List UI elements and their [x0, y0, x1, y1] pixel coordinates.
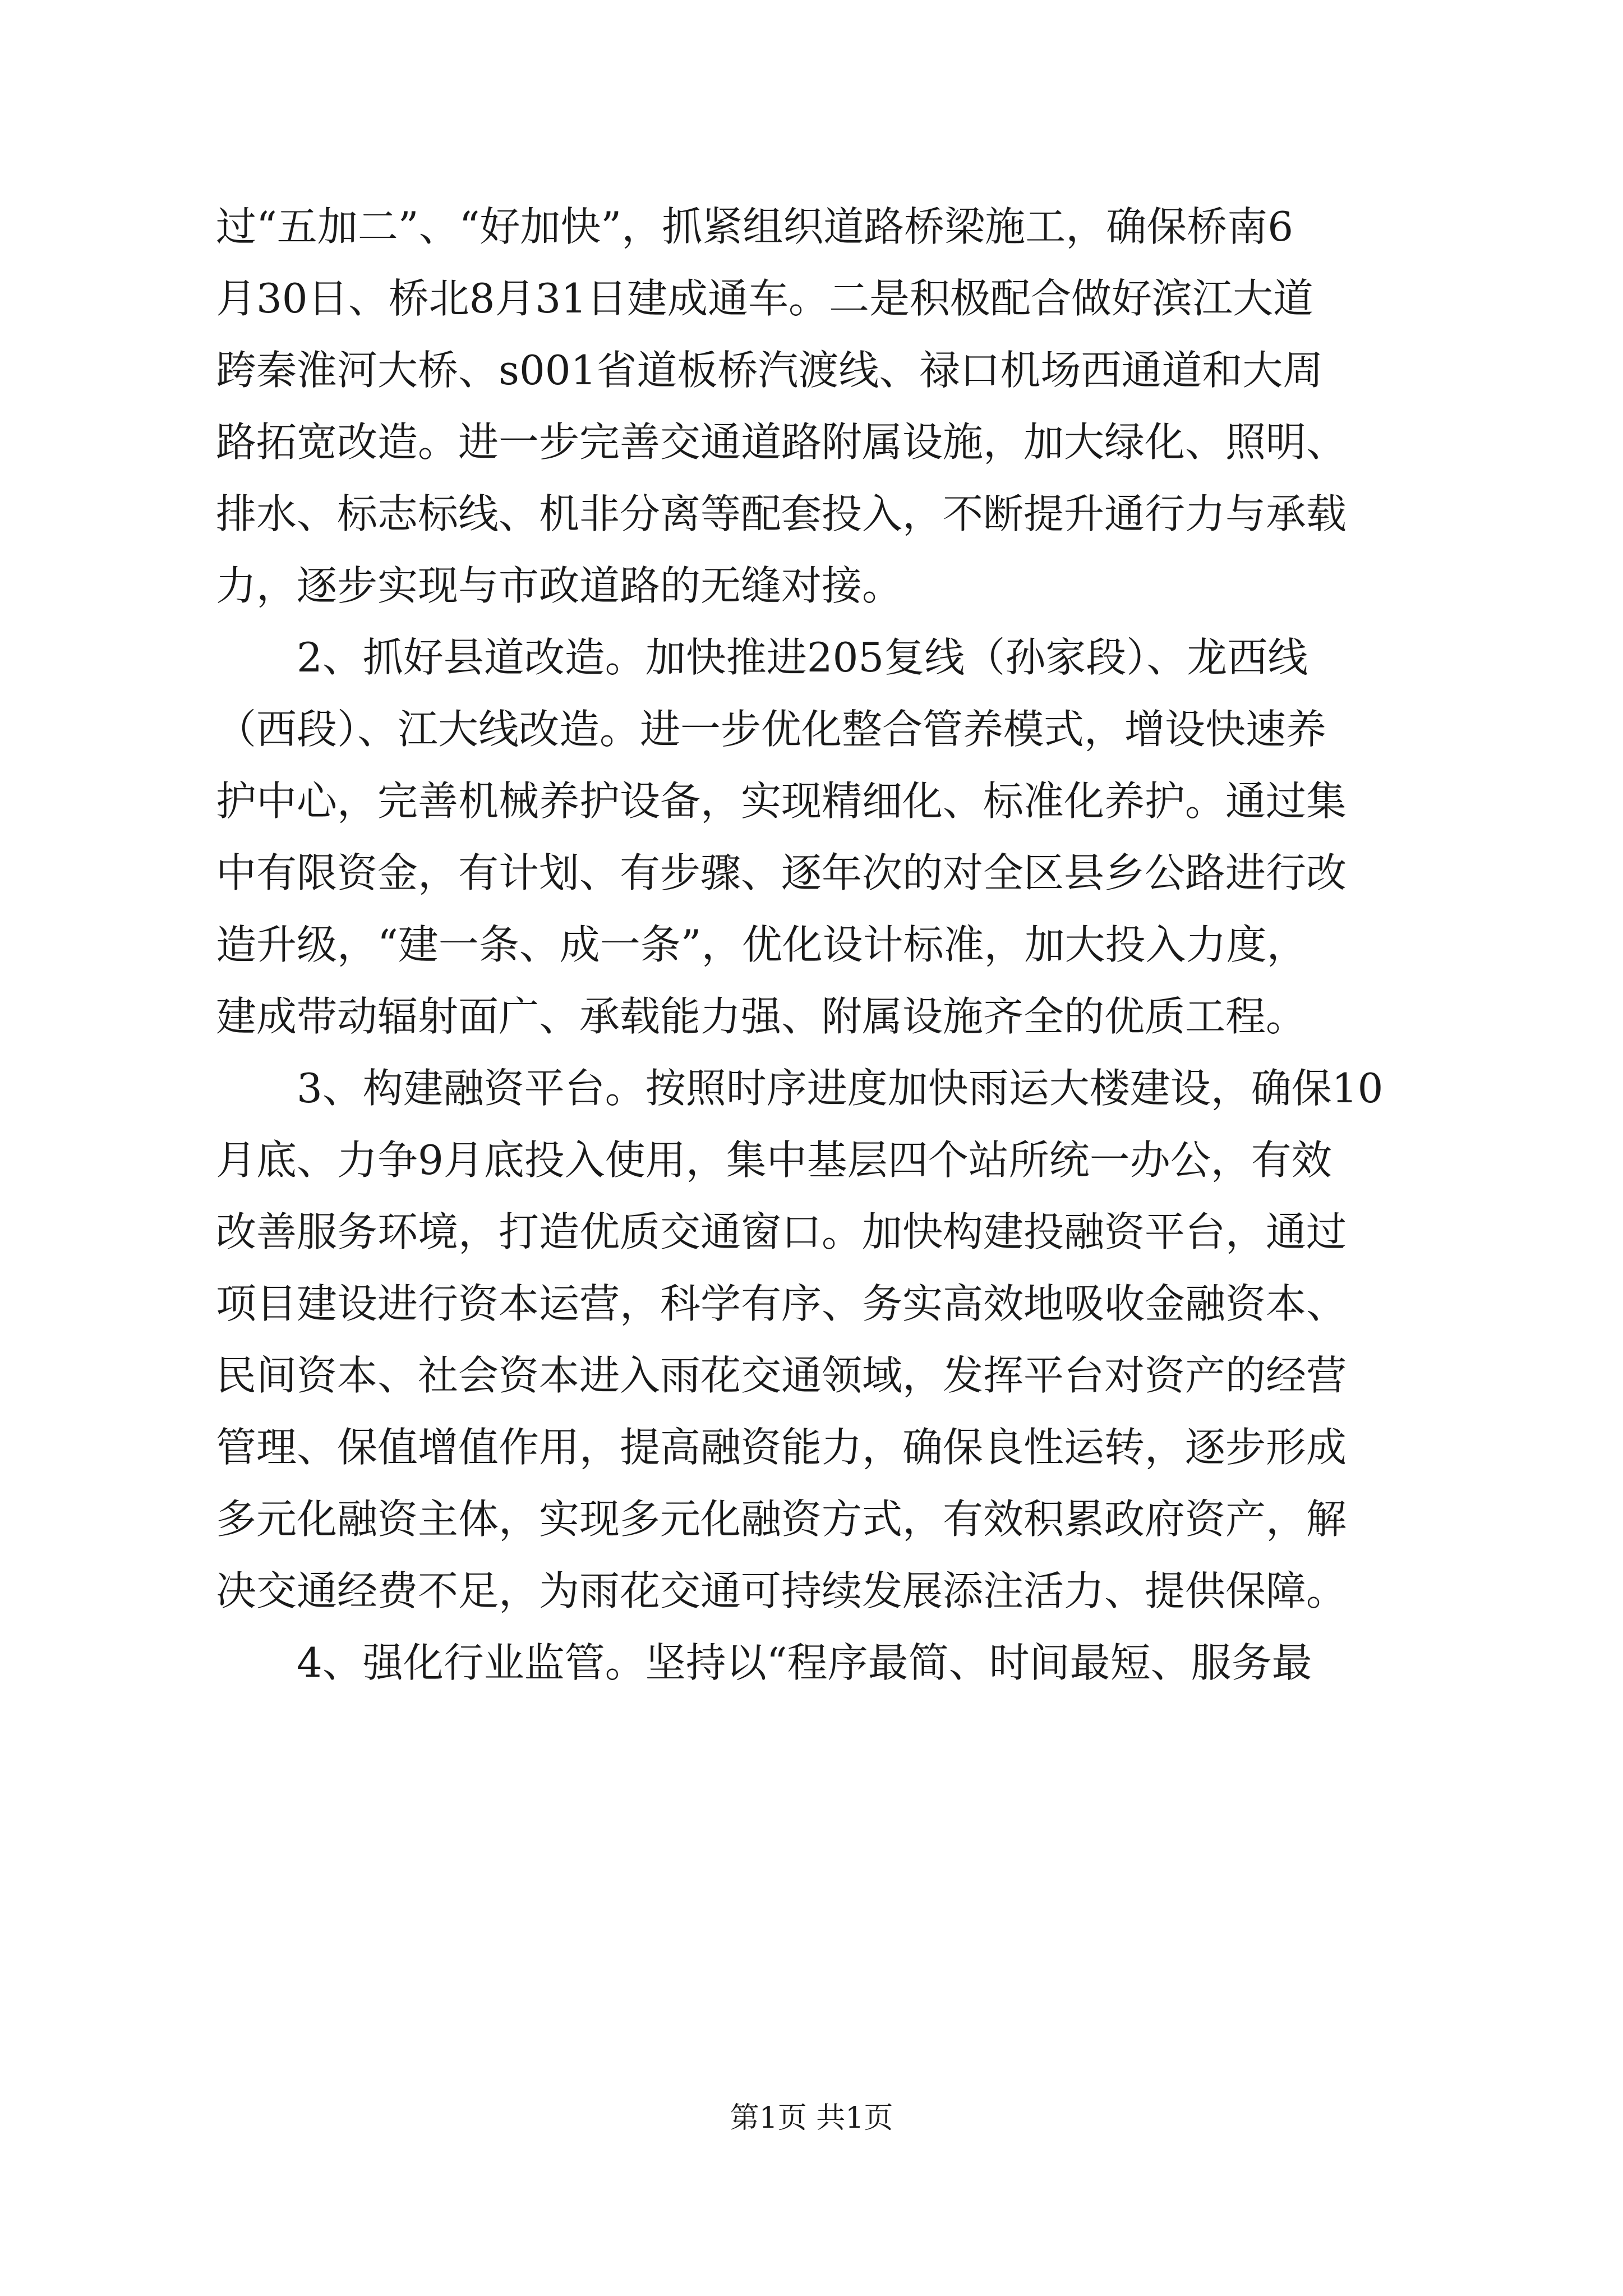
text-line: 跨秦淮河大桥、s001省道板桥汽渡线、禄口机场西通道和大周	[216, 347, 1324, 394]
text-line: 改善服务环境，打造优质交通窗口。加快构建投融资平台，通过	[216, 1208, 1347, 1255]
text-line: 建成带动辐射面广、承载能力强、附属设施齐全的优质工程。	[216, 993, 1307, 1040]
text-line: 多元化融资主体，实现多元化融资方式，有效积累政府资产，解	[216, 1496, 1347, 1543]
text-line: 月30日、桥北8月31日建成通车。二是积极配合做好滨江大道	[216, 275, 1314, 322]
page-footer	[0, 2100, 1623, 2136]
text-line: 管理、保值增值作用，提高融资能力，确保良性运转，逐步形成	[216, 1424, 1347, 1471]
text-line: 造升级，“建一条、成一条”，优化设计标准，加大投入力度，	[216, 921, 1307, 968]
text-line: 排水、标志标线、机非分离等配套投入，不断提升通行力与承载	[216, 490, 1347, 537]
text-line: 路拓宽改造。进一步完善交通道路附属设施，加大绿化、照明、	[216, 418, 1347, 466]
paragraph-start-line: 3、构建融资平台。按照时序进度加快雨运大楼建设，确保10	[297, 1065, 1384, 1112]
text-line: 护中心，完善机械养护设备，实现精细化、标准化养护。通过集	[216, 777, 1347, 825]
paragraph-start-line: 4、强化行业监管。坚持以“程序最简、时间最短、服务最	[297, 1639, 1312, 1686]
text-line: 决交通经费不足，为雨花交通可持续发展添注活力、提供保障。	[216, 1567, 1347, 1614]
text-line: 中有限资金，有计划、有步骤、逐年次的对全区县乡公路进行改	[216, 849, 1347, 896]
text-line: 月底、力争9月底投入使用，集中基层四个站所统一办公，有效	[216, 1137, 1332, 1184]
body-text	[216, 191, 1416, 1699]
text-line: （西段）、江大线改造。进一步优化整合管养模式，增设快速养	[216, 706, 1327, 753]
page-number-label: 第1页 共1页	[730, 2101, 893, 2135]
text-line: 项目建设进行资本运营，科学有序、务实高效地吸收金融资本、	[216, 1280, 1347, 1327]
text-line: 过“五加二”、“好加快”，抓紧组织道路桥梁施工，确保桥南6	[216, 203, 1294, 250]
text-line: 力，逐步实现与市政道路的无缝对接。	[216, 562, 903, 609]
text-line: 民间资本、社会资本进入雨花交通领域，发挥平台对资产的经营	[216, 1352, 1347, 1399]
paragraph-start-line: 2、抓好县道改造。加快推进205复线（孙家段）、龙西线	[297, 634, 1308, 681]
